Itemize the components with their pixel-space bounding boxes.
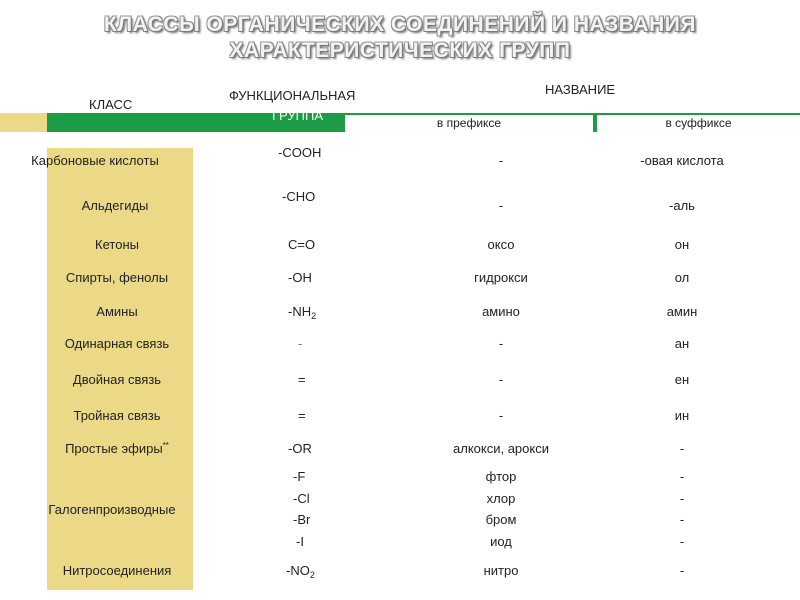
row-prefix: фтор: [485, 469, 517, 484]
row-group: -OR: [288, 441, 312, 456]
row-suffix: амин: [666, 304, 698, 319]
row-group: -Cl: [293, 491, 310, 506]
row-suffix: -овая кислота: [640, 153, 724, 168]
row-prefix: нитро: [483, 563, 519, 578]
row-group: $-NH_2$: [288, 304, 317, 321]
header-accent-block: [0, 113, 47, 132]
row-group: -F: [293, 469, 306, 484]
row-class: Тройная связь: [73, 408, 161, 423]
row-class: Двойная связь: [72, 372, 162, 387]
row-prefix: алкокси, арокси: [453, 441, 549, 456]
header-class: КЛАСС: [89, 97, 133, 112]
row-prefix: -: [498, 408, 504, 423]
row-class: Простые эфиры**: [65, 441, 169, 456]
row-suffix: ан: [674, 336, 690, 351]
header-prefix: в префиксе: [345, 115, 593, 132]
row-suffix: ен: [674, 372, 690, 387]
row-group: $-NO_2$: [286, 563, 315, 580]
header-name: НАЗВАНИЕ: [545, 82, 616, 97]
row-class: Галогенпроизводные: [48, 502, 176, 517]
header-suffix: в суффиксе: [597, 115, 800, 132]
row-prefix: -: [498, 336, 504, 351]
row-suffix: он: [674, 237, 690, 252]
row-prefix: амино: [482, 304, 520, 319]
row-class: Альдегиды: [81, 198, 149, 213]
row-suffix: ол: [674, 270, 690, 285]
row-group: -OH: [288, 270, 312, 285]
row-prefix: бром: [485, 512, 517, 527]
row-group: =: [298, 408, 306, 423]
row-class: Спирты, фенолы: [65, 270, 169, 285]
row-prefix: -: [498, 153, 504, 168]
row-class: Одинарная связь: [64, 336, 170, 351]
row-group: -Br: [293, 512, 311, 527]
row-prefix: иод: [490, 534, 512, 549]
row-suffix: -: [679, 563, 685, 578]
row-group: -I: [296, 534, 304, 549]
row-suffix: -: [679, 441, 685, 456]
row-group: -COOH: [278, 145, 322, 160]
row-class: Амины: [96, 304, 138, 319]
header-group-line-2: ГРУППА: [272, 108, 324, 123]
row-class: Карбоновые кислоты: [31, 153, 159, 168]
slide-title-line-2: ХАРАКТЕРИСТИЧЕСКИХ ГРУПП: [229, 39, 571, 62]
row-suffix: -: [679, 534, 685, 549]
slide-title-line-1: КЛАССЫ ОРГАНИЧЕСКИХ СОЕДИНЕНИЙ И НАЗВАНИЯ: [104, 13, 696, 36]
row-suffix: -: [679, 469, 685, 484]
row-prefix: гидрокси: [474, 270, 528, 285]
class-column-background: [47, 148, 193, 590]
row-prefix: хлор: [486, 491, 516, 506]
row-prefix: -: [498, 372, 504, 387]
header-group-line-1: ФУНКЦИОНАЛЬНАЯ: [229, 88, 356, 103]
row-group: -: [298, 336, 303, 351]
row-suffix: ин: [674, 408, 690, 423]
row-suffix: -аль: [669, 198, 695, 213]
row-group: =: [298, 372, 306, 387]
row-group: -CHO: [282, 189, 316, 204]
row-class: Нитросоединения: [62, 563, 172, 578]
row-group: C=O: [288, 237, 316, 252]
row-suffix: -: [679, 491, 685, 506]
row-prefix: -: [498, 198, 504, 213]
row-prefix: оксо: [487, 237, 515, 252]
row-suffix: -: [679, 512, 685, 527]
row-class: Кетоны: [95, 237, 139, 252]
